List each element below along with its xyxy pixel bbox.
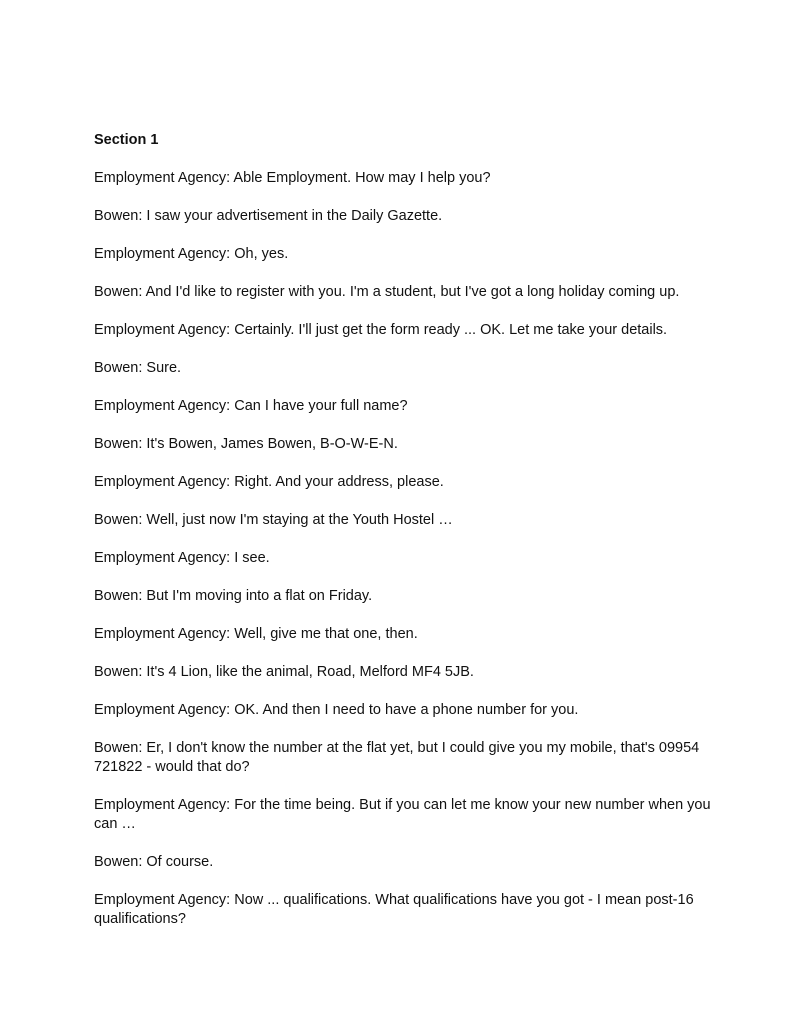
dialogue-line: Bowen: And I'd like to register with you. I'm a student, but I've got a long holiday coming up. <box>94 284 680 300</box>
dialogue-line: Employment Agency: Can I have your full name? <box>94 398 408 414</box>
dialogue-line: Employment Agency: Well, give me that one, then. <box>94 626 418 642</box>
dialogue-line: Bowen: Er, I don't know the number at the flat yet, but I could give you my mobile, that's 09954 721822 - would that do? <box>94 740 700 775</box>
dialogue-line: Bowen: Well, just now I'm staying at the Youth Hostel … <box>94 512 453 528</box>
dialogue-line: Bowen: It's 4 Lion, like the animal, Road, Melford MF4 5JB. <box>94 664 474 680</box>
dialogue-line: Bowen: Sure. <box>94 360 182 376</box>
dialogue-line: Bowen: I saw your advertisement in the Daily Gazette. <box>94 208 443 224</box>
dialogue-line: Bowen: Of course. <box>94 854 214 870</box>
dialogue-line: Bowen: But I'm moving into a flat on Friday. <box>94 588 373 604</box>
dialogue-line: Employment Agency: Now ... qualifications. What qualifications have you got - I mean post-16 qualifications? <box>94 892 694 927</box>
dialogue-line: Employment Agency: OK. And then I need to have a phone number for you. <box>94 702 579 718</box>
dialogue-line: Employment Agency: For the time being. But if you can let me know your new number when you can … <box>94 797 711 832</box>
dialogue-line: Employment Agency: Able Employment. How may I help you? <box>94 170 491 186</box>
dialogue-line: Employment Agency: I see. <box>94 550 270 566</box>
document-page <box>94 131 714 948</box>
section-title: Section 1 <box>94 132 159 148</box>
dialogue-line: Employment Agency: Oh, yes. <box>94 246 289 262</box>
dialogue-line: Employment Agency: Right. And your address, please. <box>94 474 444 490</box>
dialogue-line: Bowen: It's Bowen, James Bowen, B-O-W-E-N. <box>94 436 398 452</box>
dialogue-line: Employment Agency: Certainly. I'll just get the form ready ... OK. Let me take your details. <box>94 322 668 338</box>
